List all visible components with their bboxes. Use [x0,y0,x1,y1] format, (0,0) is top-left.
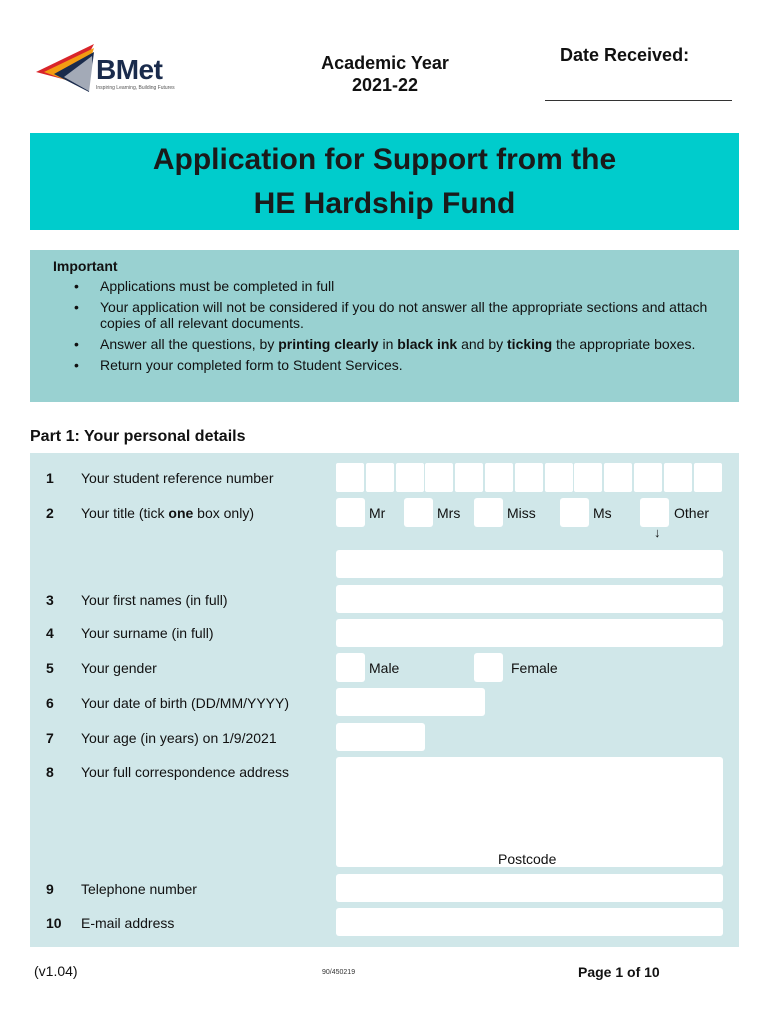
important-list [74,278,714,378]
reference-char-box[interactable] [396,463,424,492]
reference-char-box[interactable] [604,463,632,492]
surname-input[interactable] [336,619,723,647]
date-received-line[interactable] [545,100,732,101]
question-number: 6 [46,695,54,711]
important-item: • Return your completed form to Student Services. [74,357,714,373]
reference-char-box[interactable] [634,463,662,492]
question-label: Telephone number [81,881,197,897]
form-version: (v1.04) [34,963,78,979]
logo-text: BMet [96,54,163,85]
date-of-birth-input[interactable] [336,688,485,716]
reference-char-box[interactable] [694,463,722,492]
question-number: 1 [46,470,54,486]
title-miss-label: Miss [507,505,536,521]
age-input[interactable] [336,723,425,751]
page-number: Page 1 of 10 [578,964,660,980]
title-mrs-checkbox[interactable] [404,498,433,527]
page-title-line1: Application for Support from the [152,143,617,176]
question-number: 2 [46,505,54,521]
question-label: Your age (in years) on 1/9/2021 [81,730,277,746]
gender-female-checkbox[interactable] [474,653,503,682]
question-number: 9 [46,881,54,897]
reference-char-box[interactable] [366,463,394,492]
important-item: • Your application will not be considered if you do not answer all the appropriate sections and attach copies of all relevant documents. [74,299,714,331]
question-number: 10 [46,915,62,931]
reference-char-box[interactable] [515,463,543,492]
important-item: • Answer all the questions, by printing clearly in black ink and by ticking the appropriate boxes. [74,336,714,352]
title-band [30,133,739,230]
form-code: 90/450219 [322,969,356,976]
email-input[interactable] [336,908,723,936]
gender-male-checkbox[interactable] [336,653,365,682]
reference-char-box[interactable] [455,463,483,492]
reference-char-box[interactable] [664,463,692,492]
important-item: • Applications must be completed in full [74,278,714,294]
question-number: 3 [46,592,54,608]
reference-char-box[interactable] [545,463,573,492]
academic-year [290,52,480,96]
part1-heading: Part 1: Your personal details [30,428,246,445]
question-label: Your full correspondence address [81,764,290,780]
title-ms-checkbox[interactable] [560,498,589,527]
academic-year-value: 2021-22 [351,75,419,95]
gender-female-label: Female [511,660,558,676]
logo-tagline: Inspiring Learning, Building Futures [96,85,175,91]
question-label: Your first names (in full) [81,592,228,608]
gender-male-label: Male [369,660,400,676]
title-other-label: Other [674,505,710,521]
question-number: 5 [46,660,54,676]
first-names-input[interactable] [336,585,723,613]
question-label: E-mail address [81,915,175,931]
title-other-input[interactable] [336,550,723,578]
title-mr-label: Mr [369,505,386,521]
question-label: Your date of birth (DD/MM/YYYY) [81,695,290,711]
academic-year-label: Academic Year [321,53,449,73]
title-ms-label: Ms [593,505,612,521]
question-number: 8 [46,764,54,780]
question-label: Your surname (in full) [81,625,214,641]
reference-char-box[interactable] [574,463,602,492]
question-label: Your title (tick one box only) [81,505,254,521]
page-title-line2: HE Hardship Fund [253,187,516,220]
down-arrow-icon: ↓ [654,525,661,540]
title-mrs-label: Mrs [437,505,461,521]
telephone-input[interactable] [336,874,723,902]
reference-char-box[interactable] [425,463,453,492]
important-notice [30,250,739,402]
reference-char-box[interactable] [485,463,513,492]
question-label: Your student reference number [81,470,274,486]
title-miss-checkbox[interactable] [474,498,503,527]
important-heading: Important [53,258,118,274]
date-received-label: Date Received: [560,45,690,65]
postcode-label: Postcode [498,851,557,867]
title-other-checkbox[interactable] [640,498,669,527]
title-mr-checkbox[interactable] [336,498,365,527]
question-number: 4 [46,625,54,641]
question-number: 7 [46,730,54,746]
reference-char-box[interactable] [336,463,364,492]
question-label: Your gender [81,660,157,676]
